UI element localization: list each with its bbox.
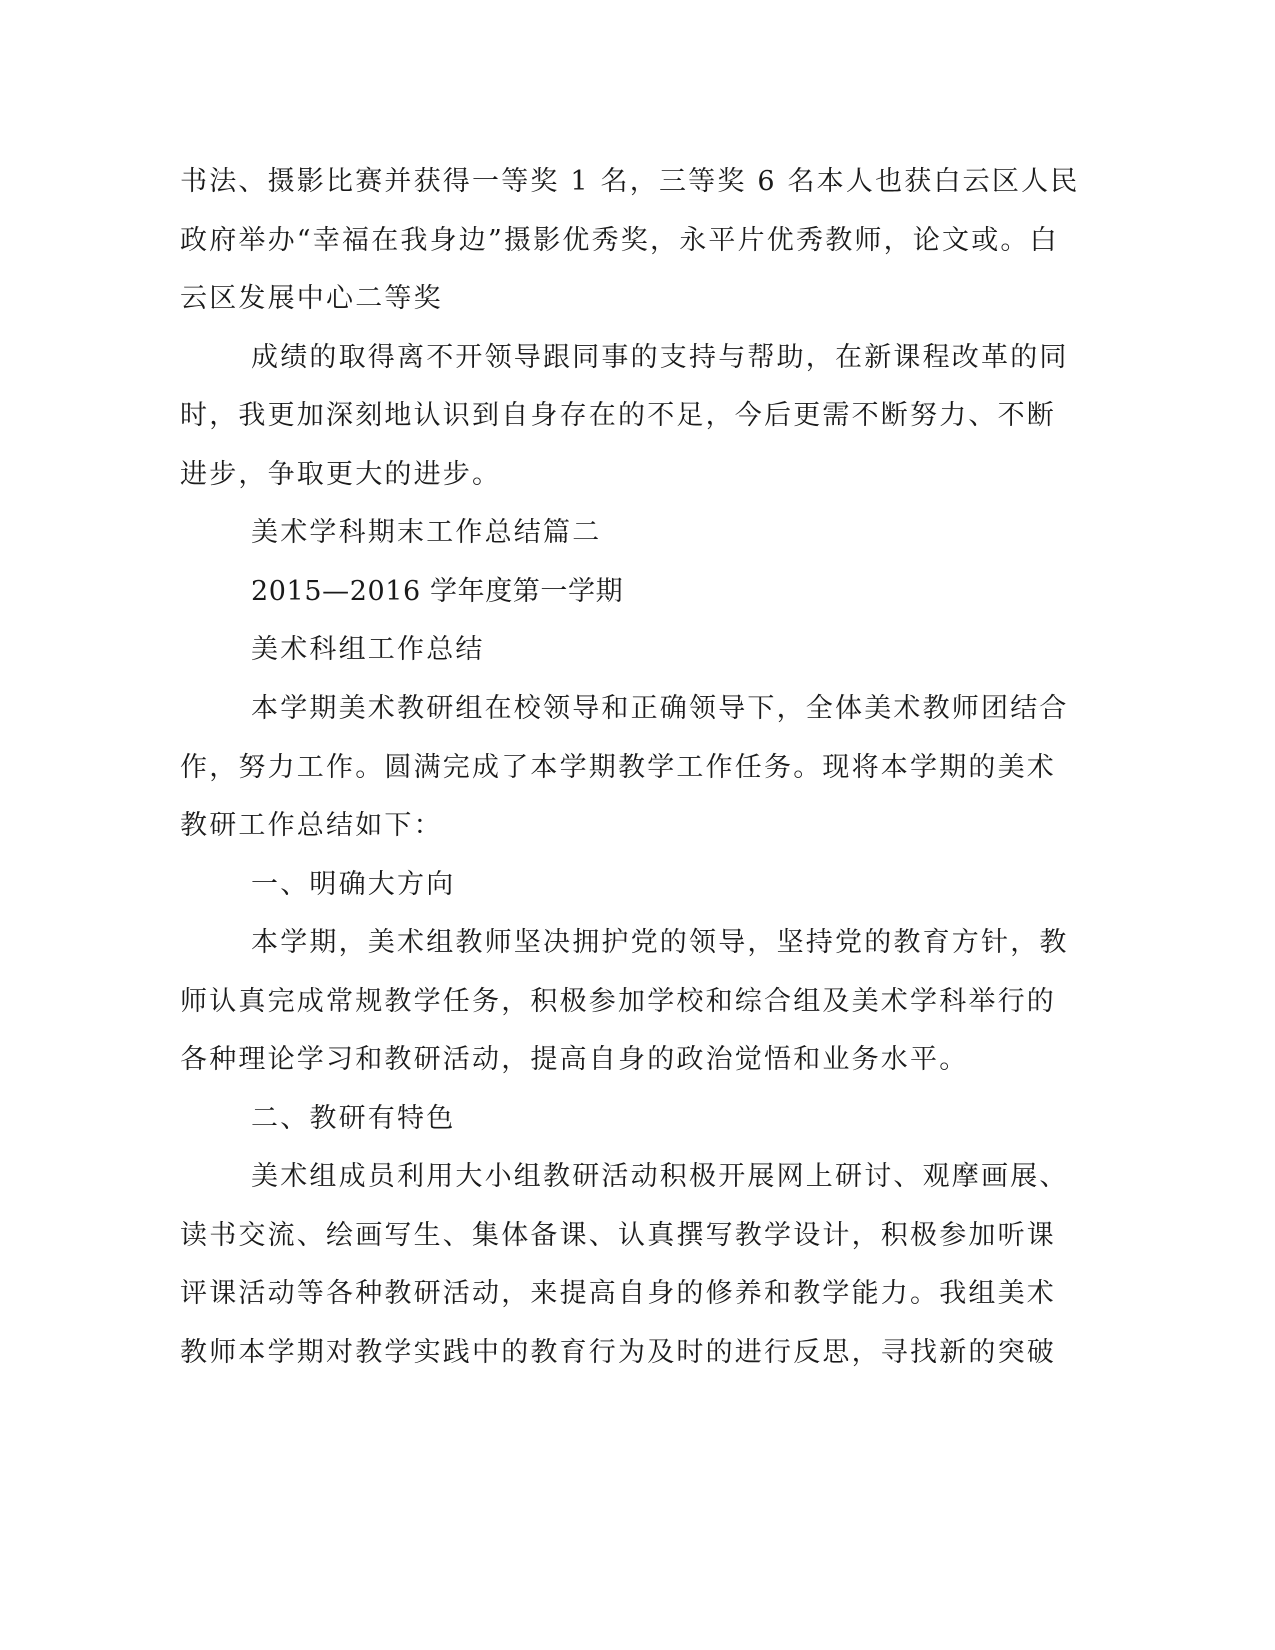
paragraph-line: 政府举办“幸福在我身边”摄影优秀奖，永平片优秀教师，论文或。白 <box>180 225 1059 256</box>
paragraph-line: 各种理论学习和教研活动，提高自身的政治觉悟和业务水平。 <box>180 1044 969 1075</box>
paragraph-line: 教师本学期对教学实践中的教育行为及时的进行反思，寻找新的突破 <box>180 1337 1056 1368</box>
paragraph-line: 成绩的取得离不开领导跟同事的支持与帮助，在新课程改革的同 <box>251 342 1069 373</box>
section-heading: 二、教研有特色 <box>251 1103 456 1134</box>
paragraph-line: 本学期美术教研组在校领导和正确领导下，全体美术教师团结合 <box>251 693 1069 724</box>
paragraph-line: 本学期，美术组教师坚决拥护党的领导，坚持党的教育方针，教 <box>251 927 1069 958</box>
paragraph-line: 美术组成员利用大小组教研活动积极开展网上研讨、观摩画展、 <box>251 1161 1069 1192</box>
section-heading: 一、明确大方向 <box>251 869 456 900</box>
paragraph-line: 云区发展中心二等奖 <box>180 283 443 314</box>
section-heading: 美术学科期末工作总结篇二 <box>251 517 602 548</box>
paragraph-line: 师认真完成常规教学任务，积极参加学校和综合组及美术学科举行的 <box>180 986 1056 1017</box>
paragraph-line: 读书交流、绘画写生、集体备课、认真撰写教学设计，积极参加听课 <box>180 1220 1056 1251</box>
paragraph-line: 评课活动等各种教研活动，来提高自身的修养和教学能力。我组美术 <box>180 1278 1056 1309</box>
paragraph-line: 教研工作总结如下： <box>180 810 443 841</box>
section-heading: 2015—2016 学年度第一学期 <box>251 576 624 607</box>
paragraph-line: 进步，争取更大的进步。 <box>180 459 502 490</box>
paragraph-line: 作，努力工作。圆满完成了本学期教学工作任务。现将本学期的美术 <box>180 752 1056 783</box>
section-heading: 美术科组工作总结 <box>251 634 485 665</box>
paragraph-line: 书法、摄影比赛并获得一等奖 1 名，三等奖 6 名本人也获白云区人民 <box>180 166 1080 197</box>
paragraph-line: 时，我更加深刻地认识到自身存在的不足，今后更需不断努力、不断 <box>180 400 1056 431</box>
